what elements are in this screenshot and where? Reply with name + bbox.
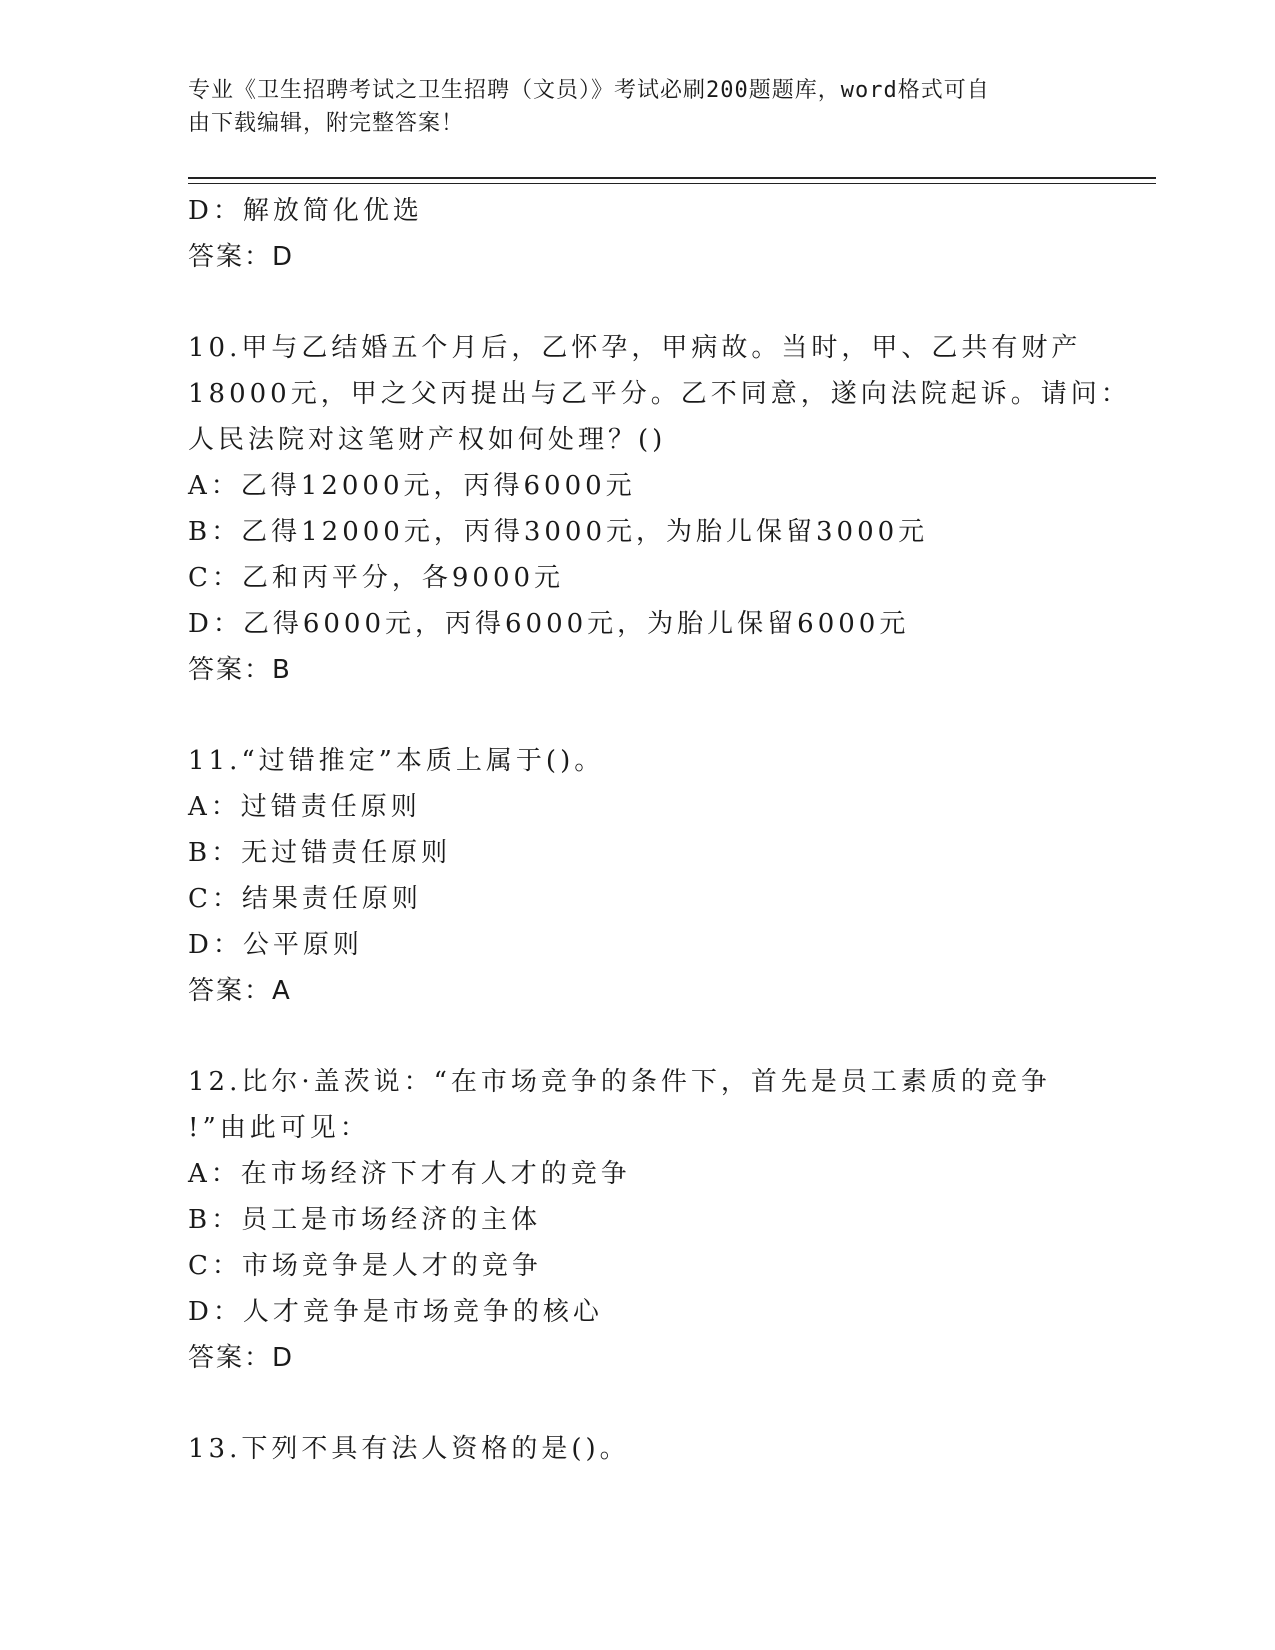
spacer [188, 1381, 1088, 1426]
option-a: A：在市场经济下才有人才的竞争 [188, 1159, 631, 1189]
option-c: C：结果责任原则 [188, 884, 422, 914]
question-13 [188, 1426, 1088, 1472]
header-divider-thin [188, 183, 1156, 184]
question-11 [188, 738, 1088, 1014]
option-d: D：公平原则 [188, 930, 363, 960]
option-d: D：乙得6000元，丙得6000元，为胎儿保留6000元 [188, 609, 910, 639]
question-stem: 13.下列不具有法人资格的是()。 [188, 1434, 630, 1464]
option-b: B：无过错责任原则 [188, 838, 452, 868]
option-d: D：解放简化优选 [188, 196, 423, 226]
document-header [188, 74, 1068, 140]
spacer [188, 1014, 1088, 1059]
header-line-2: 由下载编辑，附完整答案！ [188, 111, 465, 136]
spacer [188, 280, 1088, 325]
answer-line: 答案：B [188, 655, 292, 685]
question-stem: !”由此可见： [188, 1113, 370, 1143]
option-d: D：人才竞争是市场竞争的核心 [188, 1297, 603, 1327]
question-stem: 11.“过错推定”本质上属于()。 [188, 746, 605, 776]
option-c: C：市场竞争是人才的竞争 [188, 1251, 542, 1281]
option-a: A：过错责任原则 [188, 792, 421, 822]
question-stem: 人民法院对这笔财产权如何处理？() [188, 425, 667, 455]
option-b: B：乙得12000元，丙得3000元，为胎儿保留3000元 [188, 517, 929, 547]
question-9 [188, 188, 1088, 280]
option-c: C：乙和丙平分，各9000元 [188, 563, 565, 593]
option-b: B：员工是市场经济的主体 [188, 1205, 542, 1235]
question-10 [188, 325, 1131, 693]
header-divider-thick [188, 177, 1156, 179]
header-line-1: 专业《卫生招聘考试之卫生招聘（文员）》考试必刷200题题库，word格式可自 [188, 78, 990, 103]
spacer [188, 693, 1088, 738]
question-stem: 12.比尔·盖茨说：“在市场竞争的条件下，首先是员工素质的竞争 [188, 1067, 1051, 1097]
answer-line: 答案：A [188, 976, 292, 1006]
question-list [188, 188, 1131, 1472]
question-stem: 18000元，甲之父丙提出与乙平分。乙不同意，遂向法院起诉。请问： [188, 379, 1131, 409]
answer-line: 答案：D [188, 1343, 295, 1373]
question-stem: 10.甲与乙结婚五个月后，乙怀孕，甲病故。当时，甲、乙共有财产 [188, 333, 1082, 363]
answer-line: 答案：D [188, 242, 295, 272]
option-a: A：乙得12000元，丙得6000元 [188, 471, 636, 501]
question-12 [188, 1059, 1088, 1381]
